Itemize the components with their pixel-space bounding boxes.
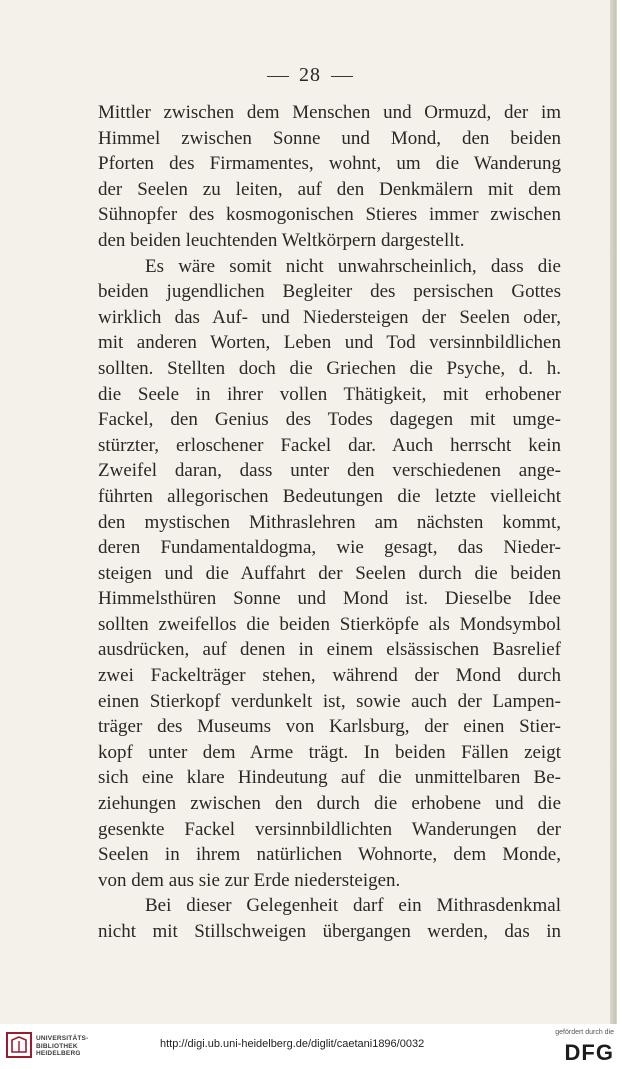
- text-line: ziehungen zwischen den durch die erhobene und die: [98, 793, 561, 815]
- text-line: Sühnopfer des kosmogonischen Stieres immer zwischen: [98, 204, 561, 226]
- library-logo-icon: [6, 1032, 32, 1058]
- paragraph-start-line: Bei dieser Gelegenheit darf ein Mithrasdenkmal: [145, 895, 561, 917]
- text-line: einen Stierkopf verdunkelt ist, sowie auch der Lampen-: [98, 690, 561, 712]
- text-line: gesenkte Fackel versinnbildlichten Wanderungen der: [98, 818, 561, 840]
- text-line: den beiden leuchtenden Weltkörpern dargestellt.: [98, 229, 465, 251]
- text-line: kopf unter dem Arme trägt. In beiden Fällen zeigt: [98, 741, 561, 763]
- body-text: [98, 100, 561, 945]
- text-line: von dem aus sie zur Erde niedersteigen.: [98, 869, 401, 891]
- text-line: zwei Fackelträger stehen, während der Mond durch: [98, 665, 561, 687]
- text-line: Himmelsthüren Sonne und Mond ist. Dieselbe Idee: [98, 588, 561, 610]
- text-line: steigen und die Auffahrt der Seelen durch die beiden: [98, 562, 561, 584]
- text-line: sollten zweifellos die beiden Stierköpfe als Mondsymbol: [98, 613, 561, 635]
- text-line: Fackel, den Genius des Todes dagegen mit umge-: [98, 409, 561, 431]
- page-number-value: 28: [299, 64, 321, 86]
- text-line: beiden jugendlichen Begleiter des persischen Gottes: [98, 281, 561, 303]
- library-name: [36, 1035, 88, 1058]
- text-line: Mittler zwischen dem Menschen und Ormuzd, der im: [98, 102, 561, 123]
- permalink-url[interactable]: http://digi.ub.uni-heidelberg.de/diglit/caetani1896/0032: [160, 1038, 425, 1050]
- text-line: sich eine klare Hindeutung auf die unmittelbaren Be-: [98, 767, 561, 789]
- text-line: Himmel zwischen Sonne und Mond, den beiden: [98, 127, 561, 149]
- text-line: mit anderen Worten, Leben und Tod versinnbildlichen: [98, 332, 561, 354]
- library-name-line: BIBLIOTHEK: [36, 1042, 78, 1050]
- text-line: nicht mit Stillschweigen übergangen werden, das in: [98, 921, 561, 942]
- text-line: wirklich das Auf- und Niedersteigen der Seelen oder,: [98, 306, 561, 328]
- text-line: Zweifel daran, dass unter den verschiedenen ange-: [98, 460, 561, 482]
- text-line: die Seele in ihrer vollen Thätigkeit, mit erhobener: [98, 383, 561, 405]
- library-name-line: UNIVERSITÄTS-: [36, 1035, 89, 1042]
- text-line: führten allegorischen Bedeutungen die letzte vielleicht: [98, 485, 561, 507]
- dfg-logo: DFG: [564, 1040, 614, 1065]
- text-line: Pforten des Firmamentes, wohnt, um die Wanderung: [98, 153, 561, 175]
- text-line: den mystischen Mithraslehren am nächsten kommt,: [98, 511, 561, 533]
- page-number-dash-right: [331, 76, 353, 77]
- text-line: sollten. Stellten doch die Griechen die Psyche, d. h.: [98, 357, 561, 379]
- text-line: Seelen in ihrem natürlichen Wohnorte, dem Monde,: [98, 844, 561, 866]
- paragraph-start-line: Es wäre somit nicht unwahrscheinlich, dass die: [145, 255, 561, 277]
- digitization-footer: [0, 1024, 622, 1069]
- funder-caption: gefördert durch die: [555, 1029, 614, 1036]
- text-line: deren Fundamentaldogma, wie gesagt, das Nieder-: [98, 537, 561, 559]
- page-number: [0, 64, 617, 87]
- page-number-dash-left: [267, 76, 289, 77]
- page-edge-shadow: [610, 0, 616, 1024]
- text-line: der Seelen zu leiten, auf den Denkmälern mit dem: [98, 178, 561, 200]
- text-line: stürzter, erloschener Fackel dar. Auch herrscht kein: [98, 434, 561, 456]
- text-line: träger des Museums von Karlsburg, der einen Stier-: [98, 716, 561, 738]
- library-name-line: HEIDELBERG: [36, 1050, 81, 1057]
- text-line: ausdrücken, auf denen in einem elsässischen Basrelief: [98, 639, 561, 661]
